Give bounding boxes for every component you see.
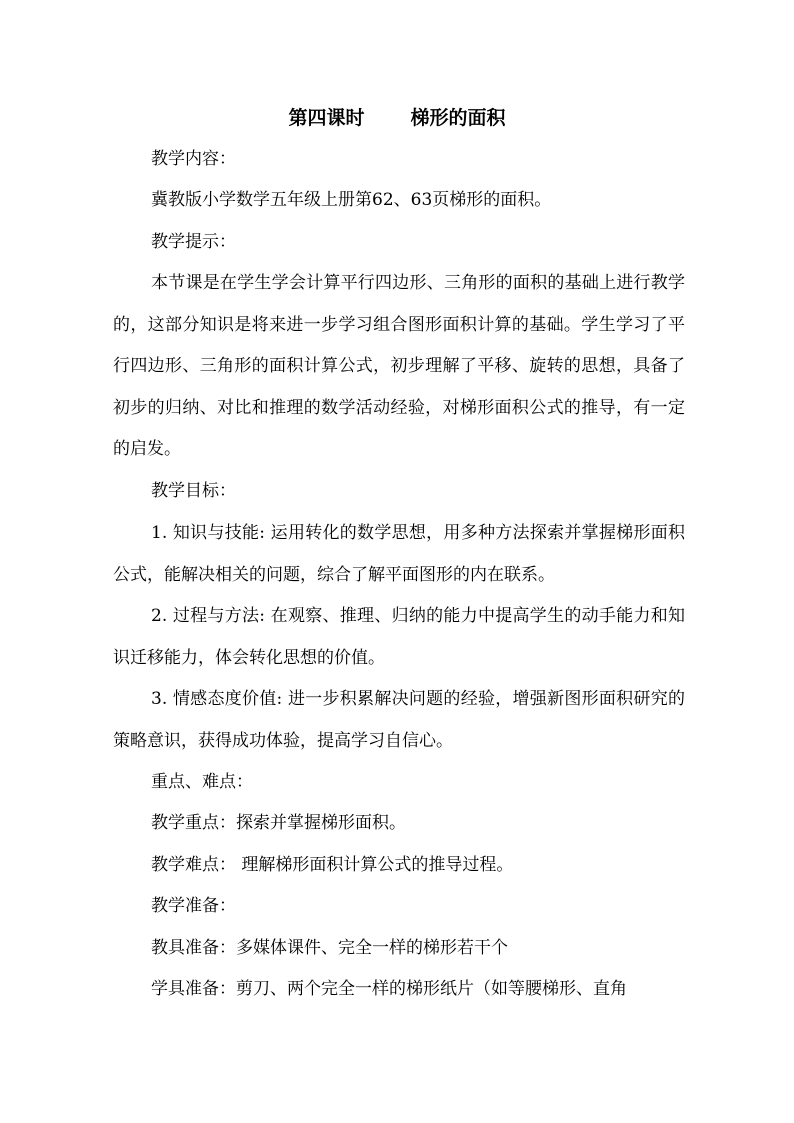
heading-teaching-content: 教学内容： bbox=[151, 149, 236, 169]
goal-item-knowledge: 1. 知识与技能: 运用转化的数学思想，用多种方法探索并掌握梯形面积公式，能解决相关的问题，综合了解平面图形的内在联系。 bbox=[113, 523, 685, 585]
heading-teaching-preparation: 教学准备： bbox=[151, 896, 236, 916]
paragraph-teaching-content: 冀教版小学数学五年级上册第62、63页梯形的面积。 bbox=[151, 190, 552, 210]
heading-teaching-hints: 教学提示： bbox=[151, 232, 236, 252]
title-lesson-number: 第四课时 bbox=[288, 107, 365, 129]
goal-item-attitude: 3. 情感态度价值: 进一步积累解决问题的经验，增强新图形面积研究的策略意识，获得成功体验，提高学习自信心。 bbox=[113, 689, 685, 751]
paragraph-teaching-hints: 本节课是在学生学会计算平行四边形、三角形的面积的基础上进行教学的，这部分知识是将来进一步学习组合图形面积计算的基础。学生学习了平行四边形、三角形的面积计算公式，初步理解了平移、旋转的思想，具备了初步的归纳、对比和推理的数学活动经验，对梯形面积公式的推导，有一定的启发。 bbox=[113, 273, 685, 460]
paragraph-student-materials: 学具准备：剪刀、两个完全一样的梯形纸片（如等腰梯形、直角 bbox=[151, 979, 627, 999]
paragraph-key-point: 教学重点：探索并掌握梯形面积。 bbox=[151, 813, 406, 833]
paragraph-teacher-materials: 教具准备：多媒体课件、完全一样的梯形若干个 bbox=[151, 938, 508, 958]
heading-teaching-goals: 教学目标： bbox=[151, 481, 236, 501]
title-lesson-topic: 梯形的面积 bbox=[410, 107, 506, 129]
page-title bbox=[0, 103, 794, 133]
goal-item-process: 2. 过程与方法: 在观察、推理、归纳的能力中提高学生的动手能力和知识迁移能力，体会转化思想的价值。 bbox=[113, 606, 685, 668]
heading-key-difficult-points: 重点、难点： bbox=[151, 772, 253, 792]
paragraph-difficult-point: 教学难点： 理解梯形面积计算公式的推导过程。 bbox=[151, 855, 514, 875]
